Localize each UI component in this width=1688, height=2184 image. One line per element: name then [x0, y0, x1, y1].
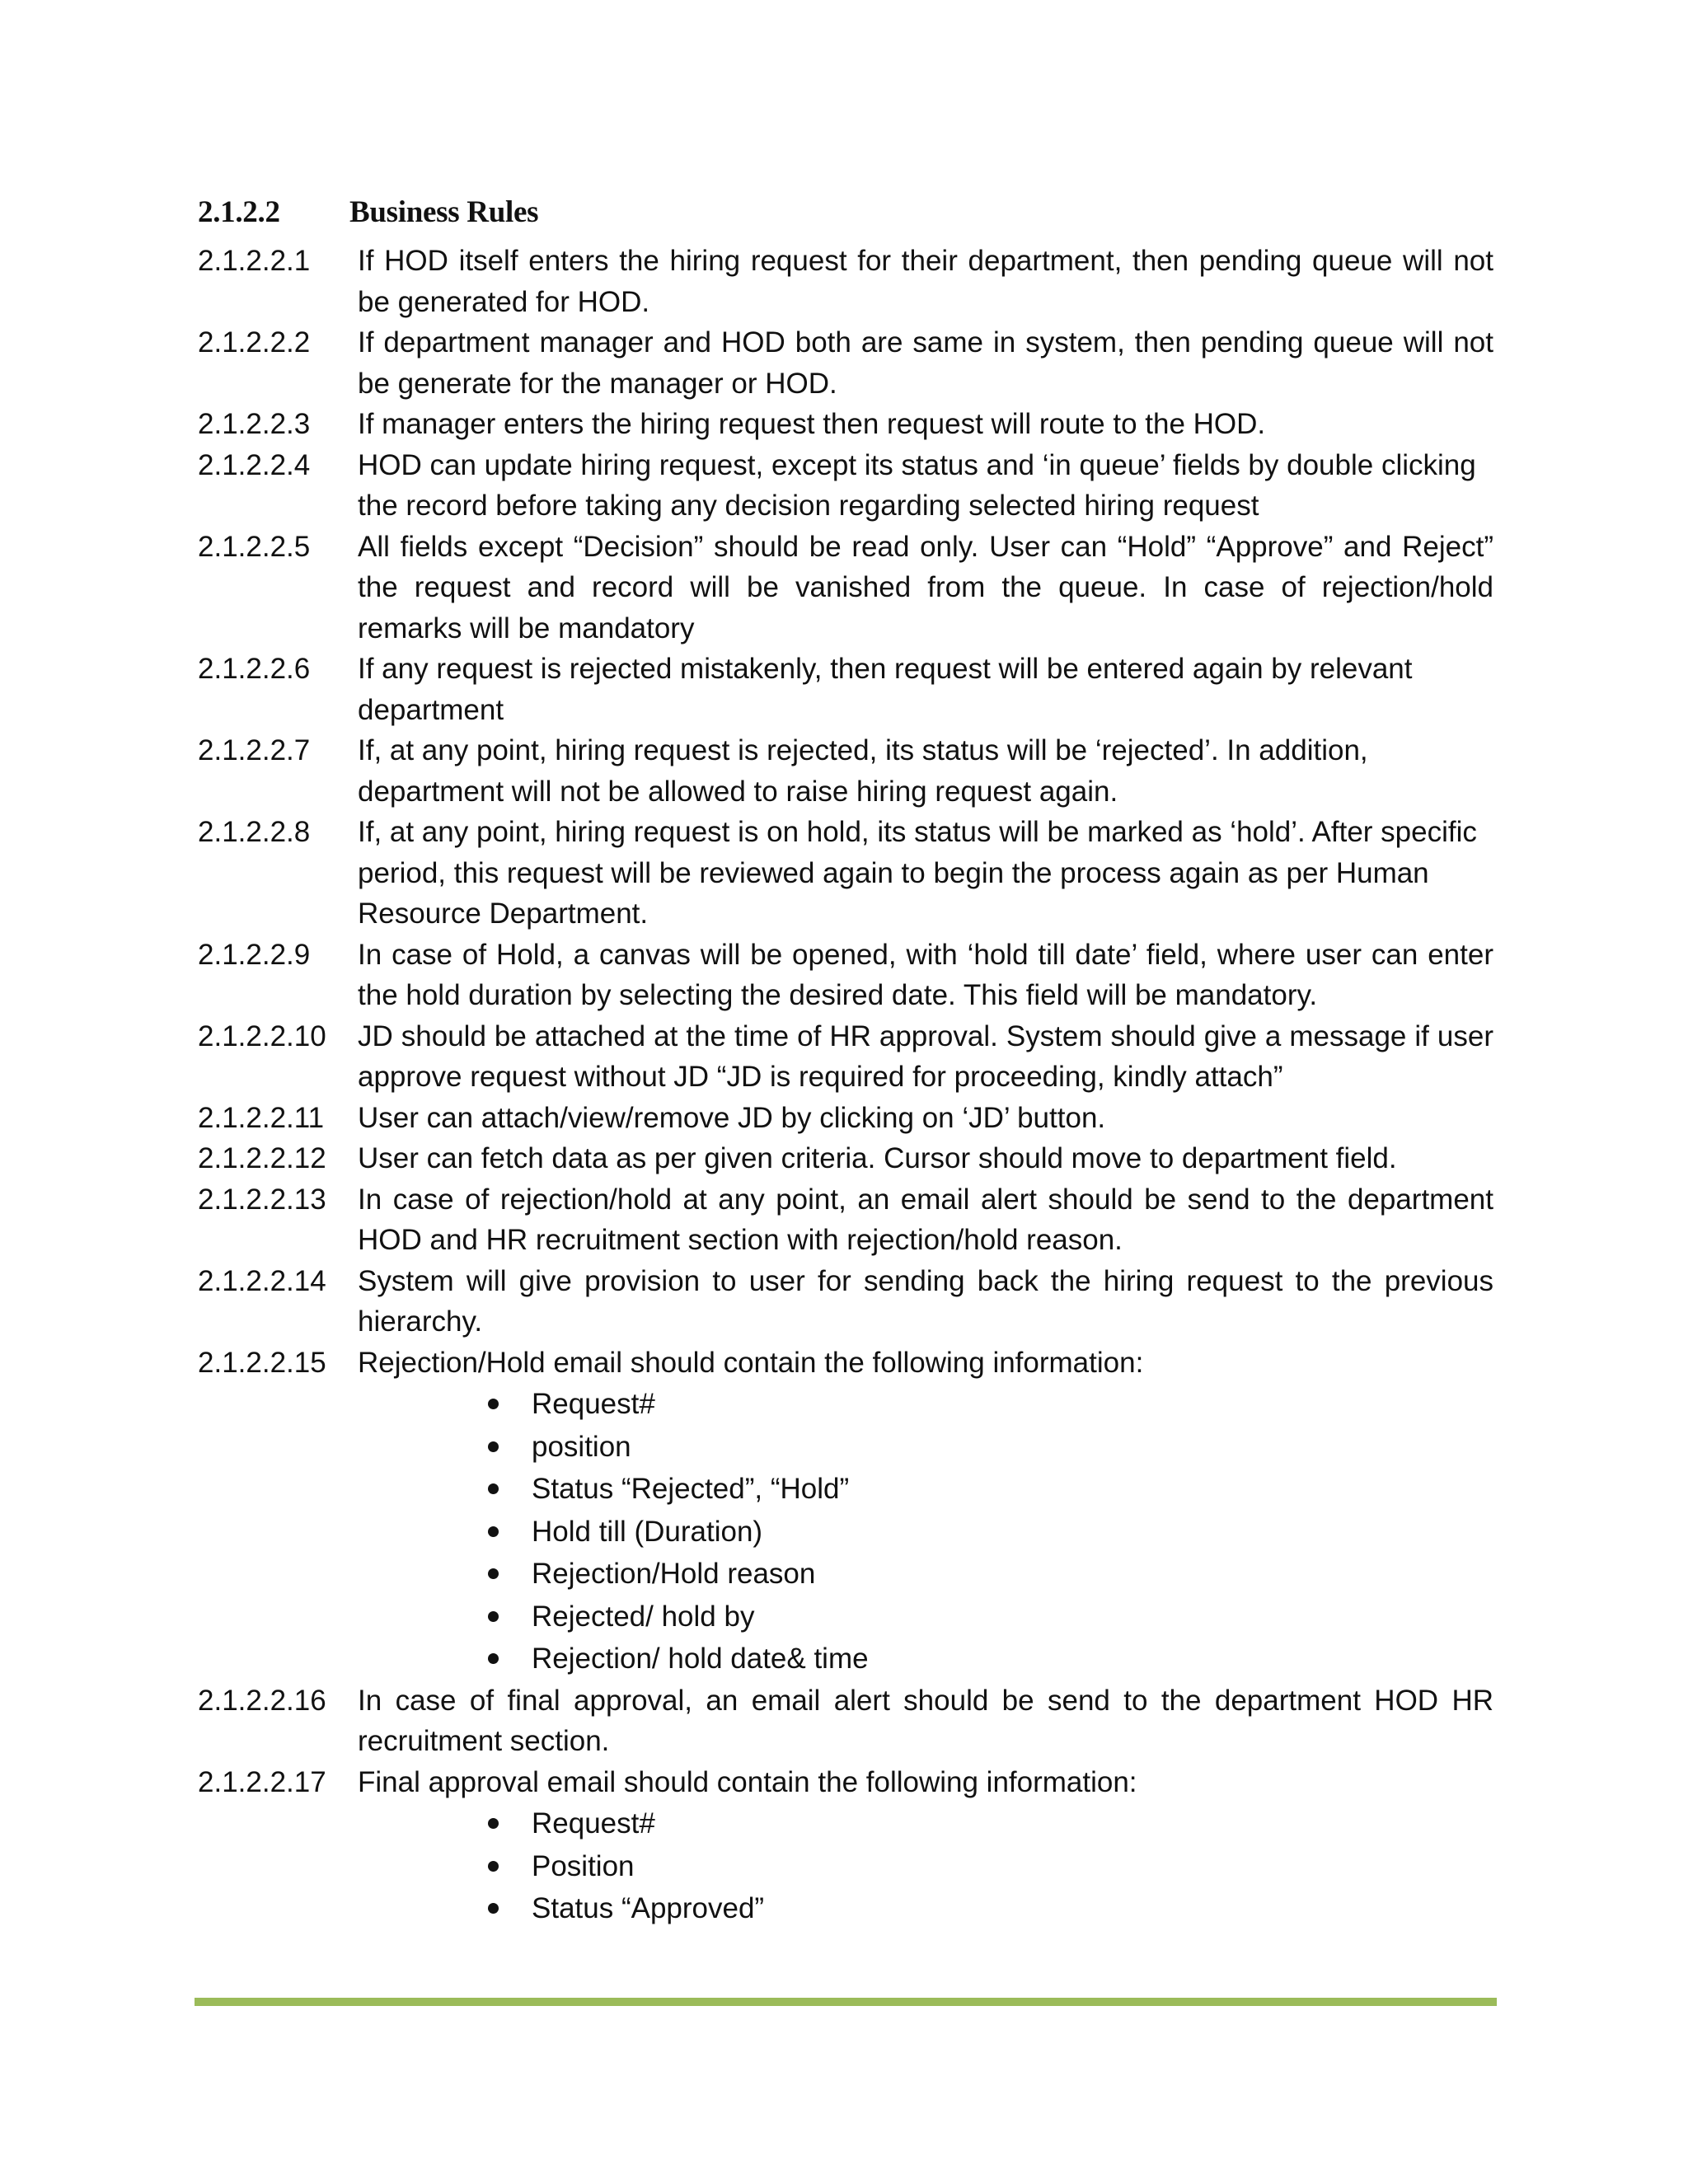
rule-text: User can fetch data as per given criteria. Cursor should move to department field.: [358, 1142, 1397, 1174]
list-item-text: position: [532, 1430, 631, 1463]
rule-number: 2.1.2.2.11: [198, 1101, 325, 1134]
rule-number: 2.1.2.2.2: [198, 326, 311, 359]
rule-text: Rejection/Hold email should contain the following information:: [358, 1346, 1144, 1379]
rule-text: In case of rejection/hold at any point, an email alert should be send to the department HOD and HR recruitment section with rejection/hold reason.: [358, 1183, 1493, 1256]
bullet-icon: [488, 1861, 499, 1872]
rule-text: System will give provision to user for sending back the hiring request to the previous hierarchy.: [358, 1264, 1493, 1338]
page-content: [198, 194, 1493, 1930]
rule-number: 2.1.2.2.16: [198, 1684, 326, 1717]
rule-text: Final approval email should contain the following information:: [358, 1765, 1137, 1798]
rule-text: User can attach/view/remove JD by clicking on ‘JD’ button.: [358, 1101, 1106, 1134]
footer-divider: [195, 1998, 1497, 2006]
bullet-icon: [488, 1818, 499, 1829]
rule-item: [198, 1179, 1493, 1261]
list-item: [488, 1553, 1493, 1596]
rule-text: If, at any point, hiring request is rejected, its status will be ‘rejected’. In addition, department will not be allowed to raise hiring request again.: [358, 734, 1368, 808]
rule-item: [198, 322, 1493, 404]
list-item: [488, 1887, 1493, 1930]
list-item-text: Request#: [532, 1807, 655, 1840]
list-item-text: Hold till (Duration): [532, 1515, 763, 1548]
rule-item: [198, 935, 1493, 1016]
rule-text: If department manager and HOD both are same in system, then pending queue will not be generate for the manager or HOD.: [358, 326, 1493, 400]
bullet-icon: [488, 1653, 499, 1664]
rule-item: [198, 812, 1493, 935]
list-item: [488, 1596, 1493, 1638]
rule-text: All fields except “Decision” should be read only. User can “Hold” “Approve” and Reject” the request and record will be vanished from the queue. In case of rejection/hold remarks will be mandatory: [358, 530, 1493, 644]
list-item: [488, 1638, 1493, 1680]
rule-number: 2.1.2.2.4: [198, 448, 311, 481]
rule-item: [198, 1680, 1493, 1762]
list-item: [488, 1426, 1493, 1469]
approval-email-fields: [198, 1802, 1493, 1930]
list-item-text: Rejection/Hold reason: [532, 1558, 816, 1590]
rule-text: If HOD itself enters the hiring request for their department, then pending queue will not be generated for HOD.: [358, 245, 1493, 318]
rule-number: 2.1.2.2.3: [198, 408, 311, 440]
rule-number: 2.1.2.2.14: [198, 1264, 326, 1297]
rule-number: 2.1.2.2.13: [198, 1183, 326, 1216]
section-number: 2.1.2.2: [198, 195, 280, 229]
list-item-text: Position: [532, 1849, 635, 1882]
rule-text: In case of Hold, a canvas will be opened, with ‘hold till date’ field, where user can enter the hold duration by selecting the desired date. This field will be mandatory.: [358, 938, 1493, 1011]
rule-number: 2.1.2.2.10: [198, 1019, 326, 1052]
rule-number: 2.1.2.2.12: [198, 1142, 326, 1174]
list-item: [488, 1468, 1493, 1511]
rule-number: 2.1.2.2.6: [198, 653, 311, 685]
list-item-text: Request#: [532, 1388, 655, 1420]
rule-text: If any request is rejected mistakenly, then request will be entered again by relevant department: [358, 653, 1413, 726]
section-title: Business Rules: [349, 195, 539, 229]
rule-number: 2.1.2.2.7: [198, 734, 311, 766]
bullet-icon: [488, 1399, 499, 1409]
rule-item: [198, 649, 1493, 730]
list-item: [488, 1511, 1493, 1554]
rule-item: [198, 1762, 1493, 1803]
rule-number: 2.1.2.2.8: [198, 816, 311, 848]
list-item-text: Status “Rejected”, “Hold”: [532, 1473, 850, 1505]
rule-number: 2.1.2.2.9: [198, 938, 311, 971]
list-item-text: Rejection/ hold date& time: [532, 1643, 869, 1675]
rule-number: 2.1.2.2.1: [198, 245, 311, 277]
list-item: [488, 1845, 1493, 1888]
rule-item: [198, 1138, 1493, 1179]
rule-item: [198, 445, 1493, 527]
rule-item: [198, 241, 1493, 322]
rule-number: 2.1.2.2.17: [198, 1765, 326, 1798]
list-item: [488, 1383, 1493, 1426]
rule-text: JD should be attached at the time of HR approval. System should give a message if user approve request without JD “JD is required for proceeding, kindly attach”: [358, 1019, 1493, 1093]
list-item-text: Status “Approved”: [532, 1892, 765, 1924]
rule-number: 2.1.2.2.15: [198, 1346, 326, 1379]
rule-number: 2.1.2.2.5: [198, 530, 311, 563]
rule-item: [198, 730, 1493, 812]
bullet-icon: [488, 1441, 499, 1452]
rule-text: If manager enters the hiring request then request will route to the HOD.: [358, 408, 1266, 440]
list-item: [488, 1802, 1493, 1845]
rule-item: [198, 404, 1493, 445]
rule-item: [198, 1261, 1493, 1343]
bullet-icon: [488, 1568, 499, 1579]
rule-item: [198, 1098, 1493, 1139]
rule-text: In case of final approval, an email alert should be send to the department HOD HR recruitment section.: [358, 1684, 1493, 1757]
section-heading: [198, 194, 1493, 241]
rejection-email-fields: [198, 1383, 1493, 1680]
rule-item: [198, 1016, 1493, 1098]
bullet-icon: [488, 1903, 499, 1914]
bullet-icon: [488, 1526, 499, 1537]
bullet-icon: [488, 1483, 499, 1494]
list-item-text: Rejected/ hold by: [532, 1600, 755, 1633]
rule-item: [198, 1343, 1493, 1384]
bullet-icon: [488, 1611, 499, 1622]
rule-text: HOD can update hiring request, except its status and ‘in queue’ fields by double clicking the record before taking any decision regarding selected hiring request: [358, 448, 1476, 522]
rule-item: [198, 527, 1493, 649]
rule-text: If, at any point, hiring request is on hold, its status will be marked as ‘hold’. After specific period, this request will be reviewed again to begin the process again as per Human Resource Department.: [358, 816, 1477, 930]
